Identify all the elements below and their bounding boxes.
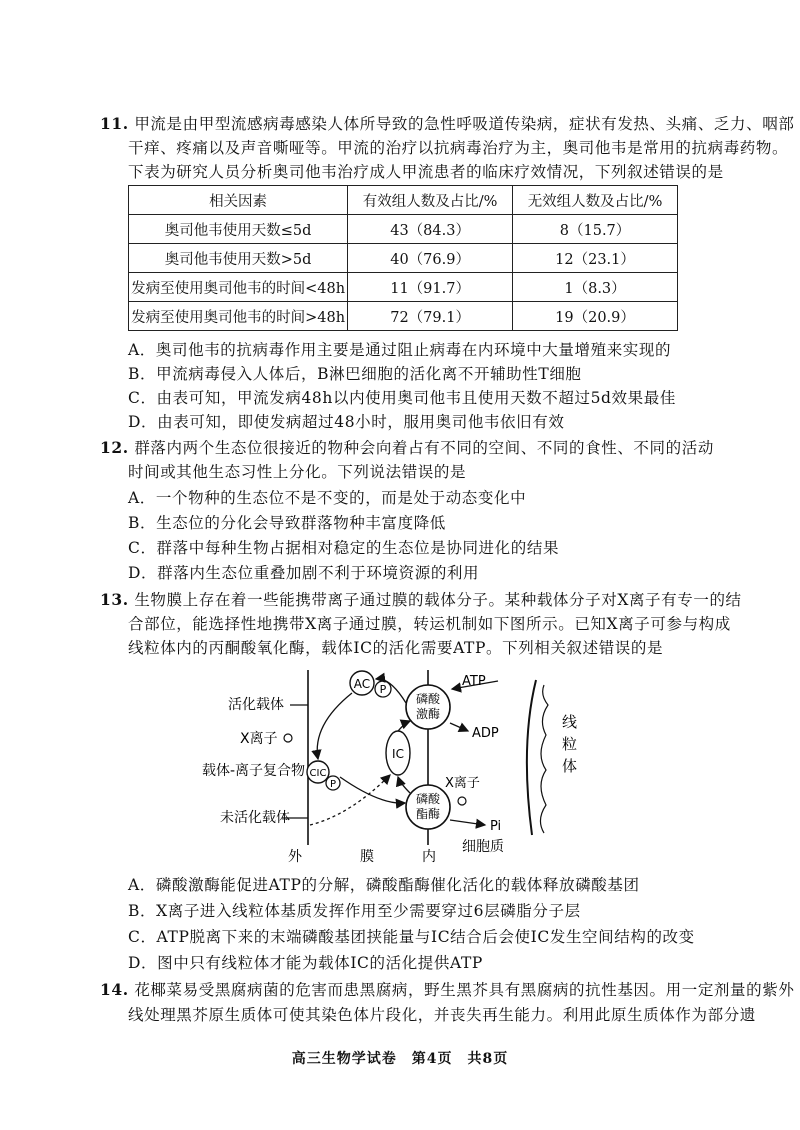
table-row xyxy=(129,302,678,331)
page-footer: 高三生物学试卷 第4页 共8页 xyxy=(291,1051,509,1067)
inactive-carrier-label: 未活化载体 xyxy=(220,810,290,826)
table-row xyxy=(129,244,678,273)
table-cell: 19（20.9） xyxy=(513,302,678,331)
cytoplasm-label: 细胞质 xyxy=(462,839,504,855)
q12-stem-2: 时间或其他生态习性上分化。下列说法错误的是 xyxy=(128,463,467,481)
phosphatase-label-1: 磷酸 xyxy=(415,792,441,806)
x-ion-left-dot xyxy=(284,734,292,742)
q13-option-c: C．ATP脱离下来的末端磷酸基团挟能量与IC结合后会使IC发生空间结构的改变 xyxy=(128,928,695,946)
kinase-label-1: 磷酸 xyxy=(415,692,441,706)
q11-number: 11. xyxy=(100,114,129,133)
p-label-top: P xyxy=(379,683,387,696)
q11-line-1 xyxy=(100,112,794,134)
kinase-label-2: 激酶 xyxy=(415,707,441,721)
q11-option-c: C．由表可知，甲流发病48h以内使用奥司他韦且使用天数不超过5d效果最佳 xyxy=(128,389,676,407)
phosphatase-label-2: 酯酶 xyxy=(415,807,441,821)
q11-stem-1: 甲流是由甲型流感病毒感染人体所导致的急性呼吸道传染病，症状有发热、头痛、乏力、咽部 xyxy=(134,115,795,133)
cic-label: CIC xyxy=(309,768,327,779)
mitochondrion-inner xyxy=(540,685,548,833)
table-cell: 40（76.9） xyxy=(348,244,513,273)
mitochondrion-outer xyxy=(527,680,536,835)
q13-line-1 xyxy=(100,588,742,610)
q12-number: 12. xyxy=(100,438,129,457)
table-cell: 8（15.7） xyxy=(513,215,678,244)
carrier-ion-complex-label: 载体-离子复合物 xyxy=(202,763,306,779)
q11-table xyxy=(128,185,678,331)
q14-number: 14. xyxy=(100,980,129,999)
pi-label: Pi xyxy=(490,819,502,834)
table-cell: 发病至使用奥司他韦的时间<48h xyxy=(129,273,348,302)
q14-stem-1: 花椰菜易受黑腐病菌的危害而患黑腐病，野生黑芥具有黑腐病的抗性基因。用一定剂量的紫外 xyxy=(134,981,795,999)
table-cell: 72（79.1） xyxy=(348,302,513,331)
q12-option-d: D．群落内生态位重叠加剧不利于环境资源的利用 xyxy=(128,564,480,582)
q12-option-c: C．群落中每种生物占据相对稳定的生态位是协同进化的结果 xyxy=(128,539,560,557)
table-cell: 奥司他韦使用天数>5d xyxy=(129,244,348,273)
table-cell: 奥司他韦使用天数≤5d xyxy=(129,215,348,244)
carrier-transport-diagram xyxy=(200,665,620,865)
q12-option-a: A．一个物种的生态位不是不变的，而是处于动态变化中 xyxy=(128,489,527,507)
p-label-mid: P xyxy=(329,779,337,790)
q12-stem-1: 群落内两个生态位很接近的物种会向着占有不同的空间、不同的食性、不同的活动 xyxy=(134,439,714,457)
activated-carrier-label: 活化载体 xyxy=(228,697,284,713)
adp-label: ADP xyxy=(472,726,499,741)
q11-option-a: A．奥司他韦的抗病毒作用主要是通过阻止病毒在内环境中大量增殖来实现的 xyxy=(128,341,672,359)
q11-option-d: D．由表可知，即使发病超过48小时，服用奥司他韦依旧有效 xyxy=(128,413,565,431)
q11-stem-3: 下表为研究人员分析奥司他韦治疗成人甲流患者的临床疗效情况，下列叙述错误的是 xyxy=(128,163,724,181)
x-ion-right-label: X离子 xyxy=(445,776,480,791)
q12-line-1 xyxy=(100,436,714,458)
table-cell: 发病至使用奥司他韦的时间>48h xyxy=(129,302,348,331)
mitochondrion-label-3: 体 xyxy=(562,757,578,775)
ic-label: IC xyxy=(392,747,404,761)
q13-stem-2: 合部位，能选择性地携带X离子通过膜，转运机制如下图所示。已知X离子可参与构成 xyxy=(128,615,731,633)
x-ion-left-label: X离子 xyxy=(240,731,278,747)
outside-label: 外 xyxy=(288,849,302,865)
q14-stem-2: 线处理黑芥原生质体可使其染色体片段化，并丧失再生能力。利用此原生质体作为部分遗 xyxy=(128,1006,756,1024)
table-cell: 11（91.7） xyxy=(348,273,513,302)
ac-label: AC xyxy=(353,677,371,691)
q13-option-b: B．X离子进入线粒体基质发挥作用至少需要穿过6层磷脂分子层 xyxy=(128,902,581,920)
table-cell: 12（23.1） xyxy=(513,244,678,273)
q13-option-d: D．图中只有线粒体才能为载体IC的活化提供ATP xyxy=(128,954,483,972)
table-row xyxy=(129,273,678,302)
q13-number: 13. xyxy=(100,590,129,609)
table-header: 有效组人数及占比/% xyxy=(348,186,513,215)
table-cell: 43（84.3） xyxy=(348,215,513,244)
q11-option-b: B．甲流病毒侵入人体后，B淋巴细胞的活化离不开辅助性T细胞 xyxy=(128,365,582,383)
atp-label: ATP xyxy=(462,674,486,689)
membrane-label: 膜 xyxy=(360,849,374,865)
q11-stem-2: 干痒、疼痛以及声音嘶哑等。甲流的治疗以抗病毒治疗为主，奥司他韦是常用的抗病毒药物。 xyxy=(128,139,789,157)
q13-option-a: A．磷酸激酶能促进ATP的分解，磷酸酯酶催化活化的载体释放磷酸基团 xyxy=(128,876,640,894)
mitochondrion-label-1: 线 xyxy=(562,713,578,731)
mitochondrion-label-2: 粒 xyxy=(562,735,578,753)
table-header: 相关因素 xyxy=(129,186,348,215)
q14-line-1 xyxy=(100,978,794,1000)
table-header-row xyxy=(129,186,678,215)
q13-stem-3: 线粒体内的丙酮酸氧化酶，载体IC的活化需要ATP。下列相关叙述错误的是 xyxy=(128,639,664,657)
q13-stem-1: 生物膜上存在着一些能携带离子通过膜的载体分子。某种载体分子对X离子有专一的结 xyxy=(134,591,742,609)
x-ion-right-dot xyxy=(458,797,466,805)
table-header: 无效组人数及占比/% xyxy=(513,186,678,215)
table-row xyxy=(129,215,678,244)
inside-label: 内 xyxy=(422,849,436,865)
table-cell: 1（8.3） xyxy=(513,273,678,302)
q12-option-b: B．生态位的分化会导致群落物种丰富度降低 xyxy=(128,514,446,532)
